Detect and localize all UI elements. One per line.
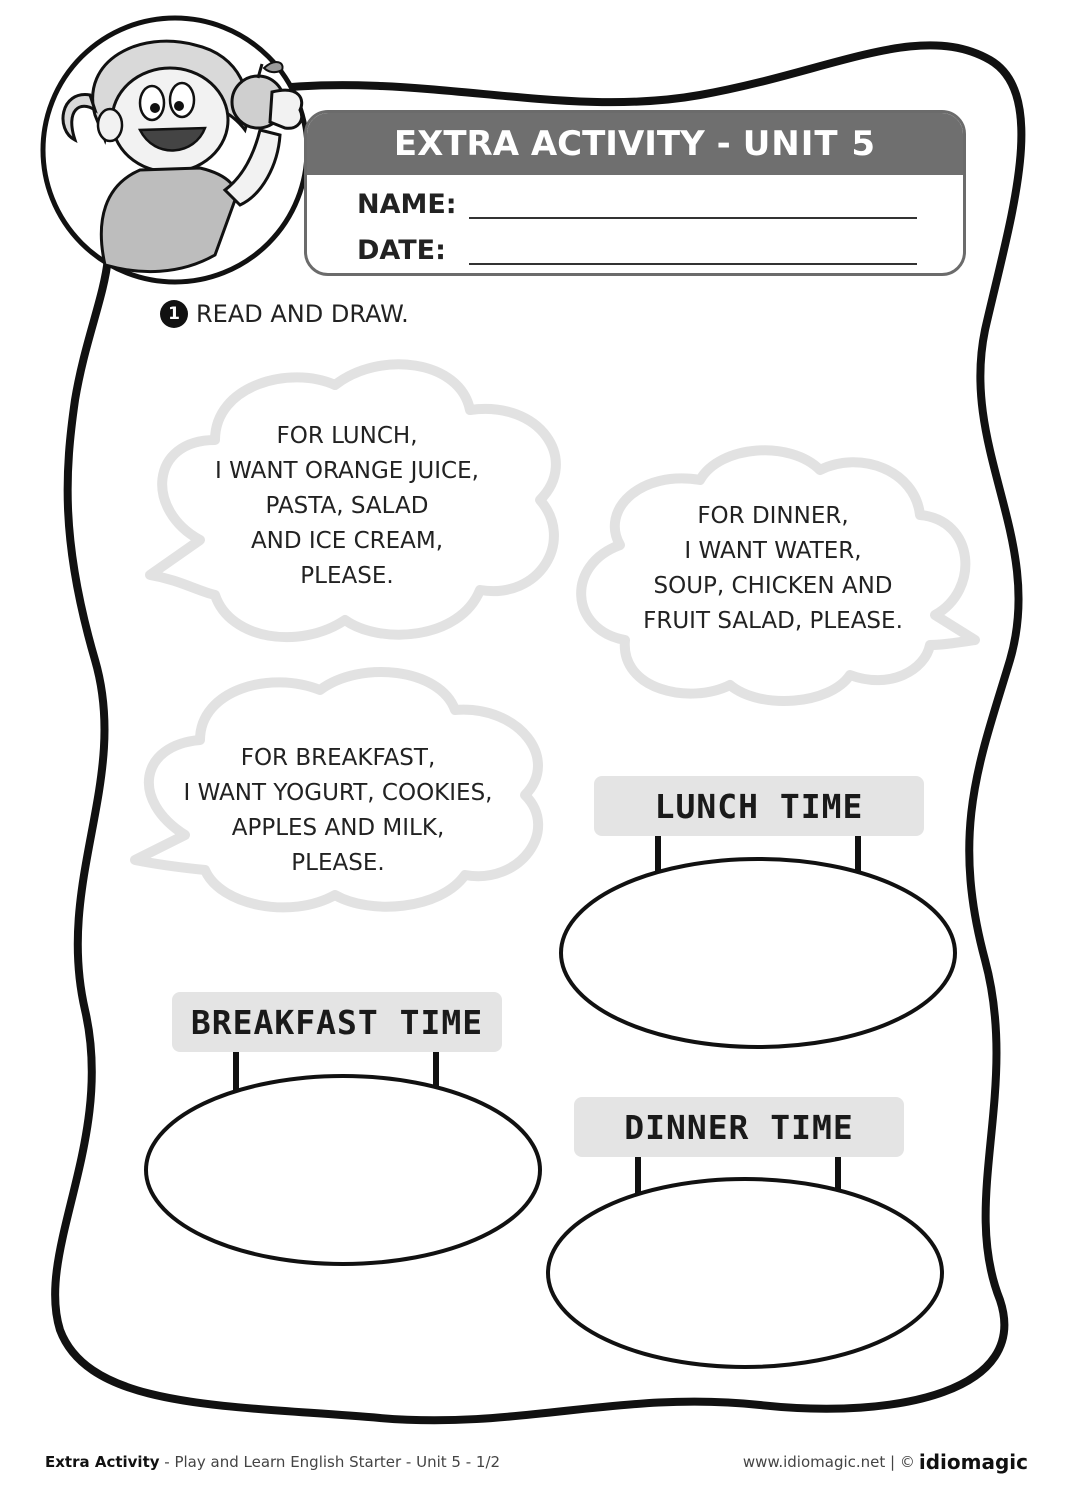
footer-right — [743, 1450, 1028, 1474]
date-field[interactable] — [469, 263, 917, 265]
instruction-number: 1 — [160, 300, 188, 328]
dinner-time-sign: DINNER TIME — [574, 1097, 904, 1157]
name-field[interactable] — [469, 217, 917, 219]
footer-url[interactable]: www.idiomagic.net | © — [742, 1453, 915, 1471]
breakfast-drawing-area[interactable] — [146, 1076, 540, 1264]
breakfast-line: PLEASE. — [291, 850, 385, 876]
dinner-line: FRUIT SALAD, PLEASE. — [643, 608, 903, 634]
footer-course-info: - Play and Learn English Starter - Unit 5 - 1/2 — [159, 1453, 501, 1471]
lunch-time-sign: LUNCH TIME — [594, 776, 924, 836]
lunch-line: PLEASE. — [300, 563, 394, 589]
dinner-line: SOUP, CHICKEN AND — [653, 573, 893, 599]
footer-activity-label: Extra Activity — [45, 1453, 160, 1471]
dinner-bubble-text — [623, 499, 923, 639]
dinner-line: FOR DINNER, — [697, 503, 849, 529]
dinner-line: I WANT WATER, — [684, 538, 862, 564]
footer-left — [45, 1453, 500, 1471]
header-bar — [307, 113, 963, 175]
dinner-drawing-area[interactable] — [548, 1179, 942, 1367]
header-card — [304, 110, 966, 276]
lunch-line: PASTA, SALAD — [265, 493, 429, 519]
breakfast-time-sign: BREAKFAST TIME — [172, 992, 502, 1052]
name-label: NAME: — [357, 189, 457, 220]
breakfast-bubble-text — [168, 741, 508, 881]
instruction — [160, 300, 409, 328]
girl-illustration — [43, 18, 307, 282]
lunch-bubble-text — [197, 419, 497, 594]
brand-logo: idiomagic — [918, 1450, 1028, 1474]
date-label: DATE: — [357, 235, 446, 266]
breakfast-line: FOR BREAKFAST, — [240, 745, 436, 771]
lunch-drawing-area[interactable] — [561, 859, 955, 1047]
lunch-line: FOR LUNCH, — [276, 423, 418, 449]
header-unit: UNIT 5 — [742, 124, 877, 164]
lunch-line: AND ICE CREAM, — [250, 528, 444, 554]
breakfast-line: I WANT YOGURT, COOKIES, — [183, 780, 493, 806]
lunch-line: I WANT ORANGE JUICE, — [215, 458, 479, 484]
instruction-text: READ AND DRAW. — [196, 300, 409, 328]
breakfast-line: APPLES AND MILK, — [231, 815, 445, 841]
header-title: EXTRA ACTIVITY - — [393, 124, 731, 164]
